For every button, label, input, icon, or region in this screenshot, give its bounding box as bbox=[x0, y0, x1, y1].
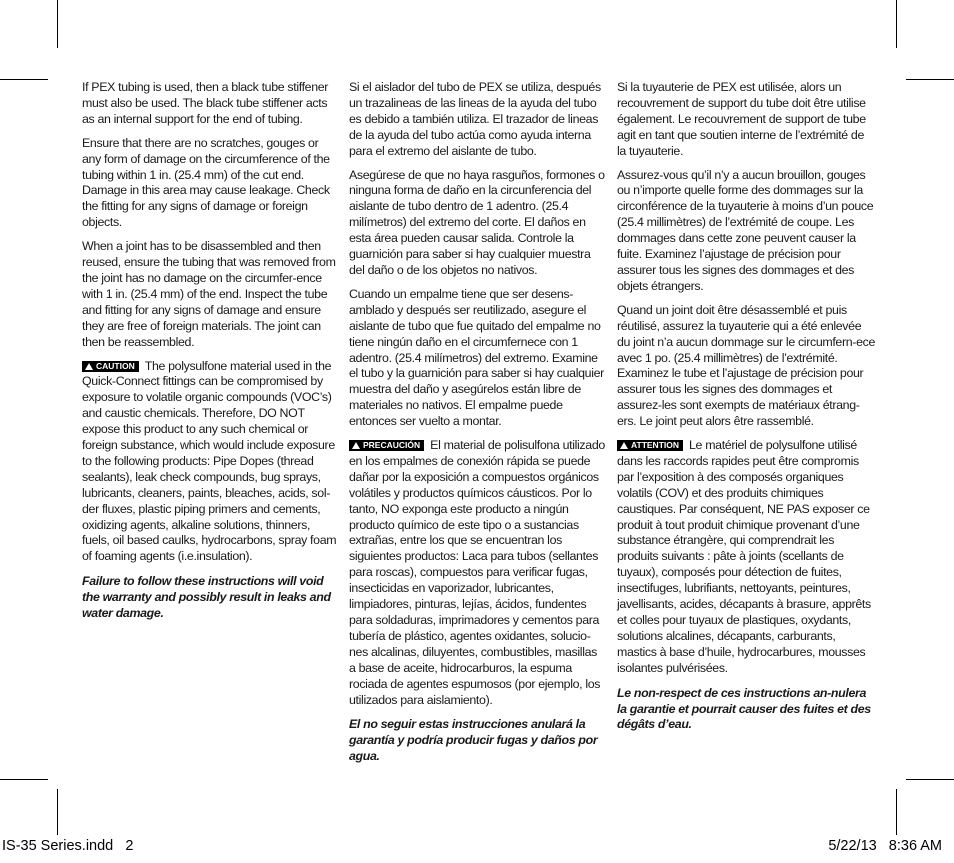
paragraph-pex-stiffener: If PEX tubing is used, then a black tube stiffener must also be used. The black tube stiffener acts as an internal support for the end of tubing. bbox=[82, 80, 329, 126]
crop-mark bbox=[57, 0, 58, 48]
caution-text: Le matériel de polysulfone utilisé dans les raccords rapides peut être compromis par l’exposition à des composés organiques volatils (COV) et des produits chimiques caustiques. Par conséquent, NE PAS exposer ce produit à tout produit chimique provenant d’une substance étrangère, qui comprendrait les produits suivants : pâte à joints (scellants de tuyaux), composés pour détection de fuites, insectifuges, lubrifiants, nettoyants, peintures, javellisants, acides, décapants à brasure, apprêts et colles pour tuyaux de plastiques, oxydants, solutions alcalines, décapants, carburants, mastics à base d’huile, hydrocarbures, mousses isolantes pulvérisées. bbox=[617, 438, 871, 675]
warning-triangle-icon bbox=[85, 363, 93, 370]
footer-filename: IS-35 Series.indd 2 bbox=[2, 838, 134, 854]
caution-paragraph bbox=[349, 438, 605, 708]
caution-paragraph bbox=[617, 438, 875, 677]
crop-mark bbox=[896, 789, 897, 835]
paragraph-pex-stiffener: Si la tuyauterie de PEX est utilisée, alors un recouvrement de support du tube doit être utilise également. Le recouvrement de support de tube agit en tant que soutien interne de l’extrémité de la tuyauterie. bbox=[617, 80, 866, 158]
crop-mark bbox=[0, 779, 48, 780]
spanish-column bbox=[349, 80, 605, 773]
warning-triangle-icon bbox=[352, 442, 360, 449]
warranty-warning: Failure to follow these instructions will void the warranty and possibly result in leaks and water damage. bbox=[82, 574, 331, 621]
caution-badge bbox=[349, 440, 424, 451]
paragraph-reassembly: Cuando un empalme tiene que ser desens-amblado y después ser reutilizado, asegure el aislante de tubo que fue quitado del empalme no tiene ningún daño en el circumfernece con 1 adentro. (25.4 milímetros) del extremo. Examine el tubo y la guarnición para saber si hay cualquier muestra del daño y asegúrelos están libre de materiales no nativos. El empalme puede entonces ser vuelto a montar. bbox=[349, 286, 604, 429]
crop-mark bbox=[896, 0, 897, 48]
crop-mark bbox=[906, 79, 954, 80]
warranty-warning: Le non-respect de ces instructions an-nulera la garantie et pourrait causer des fuites et des dégâts d’eau. bbox=[617, 685, 871, 732]
caution-label: CAUTION bbox=[96, 360, 135, 371]
crop-mark bbox=[57, 789, 58, 835]
caution-label: PRECAUCIÓN bbox=[363, 440, 421, 451]
footer-datetime: 5/22/13 8:36 AM bbox=[828, 838, 942, 854]
crop-mark bbox=[0, 79, 48, 80]
paragraph-damage-check: Assurez-vous qu’il n’y a aucun brouillon, gouges ou n’importe quelle forme des dommages sur la circonférence de la tuyauterie à moins d’un pouce (25.4 millimètres) de l’extrémité de coupe. Les dommages dans cette zone peuvent causer la fuite. Examinez l’ajustage de précision pour assurer tous les signes des dommages et des objets étrangers. bbox=[617, 167, 874, 293]
warning-triangle-icon bbox=[620, 442, 628, 449]
caution-paragraph bbox=[82, 359, 340, 566]
paragraph-damage-check: Asegúrese de que no haya rasguños, formones o ninguna forma de daño en la circunferencia del aislante de tubo dentro de 1 adentro. (25.4 milímetros) del extremo del corte. El daños en esta área pueden causar salida. Controle la guarnición para saber si hay cualquier muestra del daño o de los objetos no nativos. bbox=[349, 167, 605, 277]
caution-badge bbox=[82, 361, 139, 372]
paragraph-pex-stiffener: Si el aislador del tubo de PEX se utiliza, después un trazalineas de las lineas de la ayuda del tubo es debido a también utiliza. El trazador de lineas de la ayuda del tubo actúa como ayuda interna para el extremo del aislante de tubo. bbox=[349, 80, 601, 158]
warranty-warning: El no seguir estas instrucciones anulará la garantía y podría producir fugas y daños por agua. bbox=[349, 717, 598, 764]
caution-text: El material de polisulfona utilizado en los empalmes de conexión rápida se puede dañar por la exposición a compuestos orgánicos volátiles y productos químicos cáusticos. Por lo tanto, NO exponga este producto a ningún producto químico de este tipo o a sustancias extrañas, entre los que se encuentran los siguientes productos: Laca para tubos (sellantes para roscas), compuestos para verificar fugas, insecticidas en vaporizador, lubricantes, limpiadores, pinturas, lejías, ácidos, fundentes para soldaduras, imprimadores y cementos para tubería de plástico, agentes oxidantes, solucio-nes alcalinas, diluyentes, combustibles, masillas a base de aceite, hidrocarburos, la espuma rociada de agentes espumosos (por ejemplo, los utilizados para aislamiento). bbox=[349, 438, 605, 707]
french-column bbox=[617, 80, 875, 741]
paragraph-reassembly: When a joint has to be disassembled and then reused, ensure the tubing that was removed from the joint has no damage on the circumfer-ence with 1 in. (25.4 mm) of the end. Inspect the tube and fitting for any signs of damage and ensure they are free of foreign materials. The joint can then be reassembled. bbox=[82, 239, 336, 349]
crop-mark bbox=[906, 779, 954, 780]
caution-label: ATTENTION bbox=[631, 440, 680, 451]
paragraph-damage-check: Ensure that there are no scratches, gouges or any form of damage on the circumference of the tubing within 1 in. (25.4 mm) of the cut end. Damage in this area may cause leakage. Check the fitting for any signs of damage or foreign objects. bbox=[82, 135, 330, 230]
caution-text: The polysulfone material used in the Quick-Connect fittings can be compromised by exposure to volatile organic compounds (VOC’s) and caustic chemicals. Therefore, DO NOT expose this product to any such chemical or foreign substance, which would include exposure to the following products: Pipe Dopes (thread sealants), leak check compounds, bug sprays, lubricants, cleaners, paints, bleaches, acids, sol-der fluxes, plastic piping primers and cements, oxidizing agents, alkaline solutions, thinners, fuels, oil based caulks, hydrocarbons, spray foam of foaming agents (i.e.insulation). bbox=[82, 358, 337, 564]
paragraph-reassembly: Quand un joint doit être désassemblé et puis réutilisé, assurez la tuyauterie qui a été enlevée du joint n’a aucun dommage sur le circumfern-ece avec 1 po. (25.4 millimètres) de l’extrémité. Examinez le tube et l’ajustage de précision pour assurer tous les signes des dommages et assurez-les sont exempts de matériaux étrang-ers. Le joint peut alors être rassemblé. bbox=[617, 302, 875, 429]
english-column bbox=[82, 80, 340, 630]
caution-badge bbox=[617, 440, 683, 451]
